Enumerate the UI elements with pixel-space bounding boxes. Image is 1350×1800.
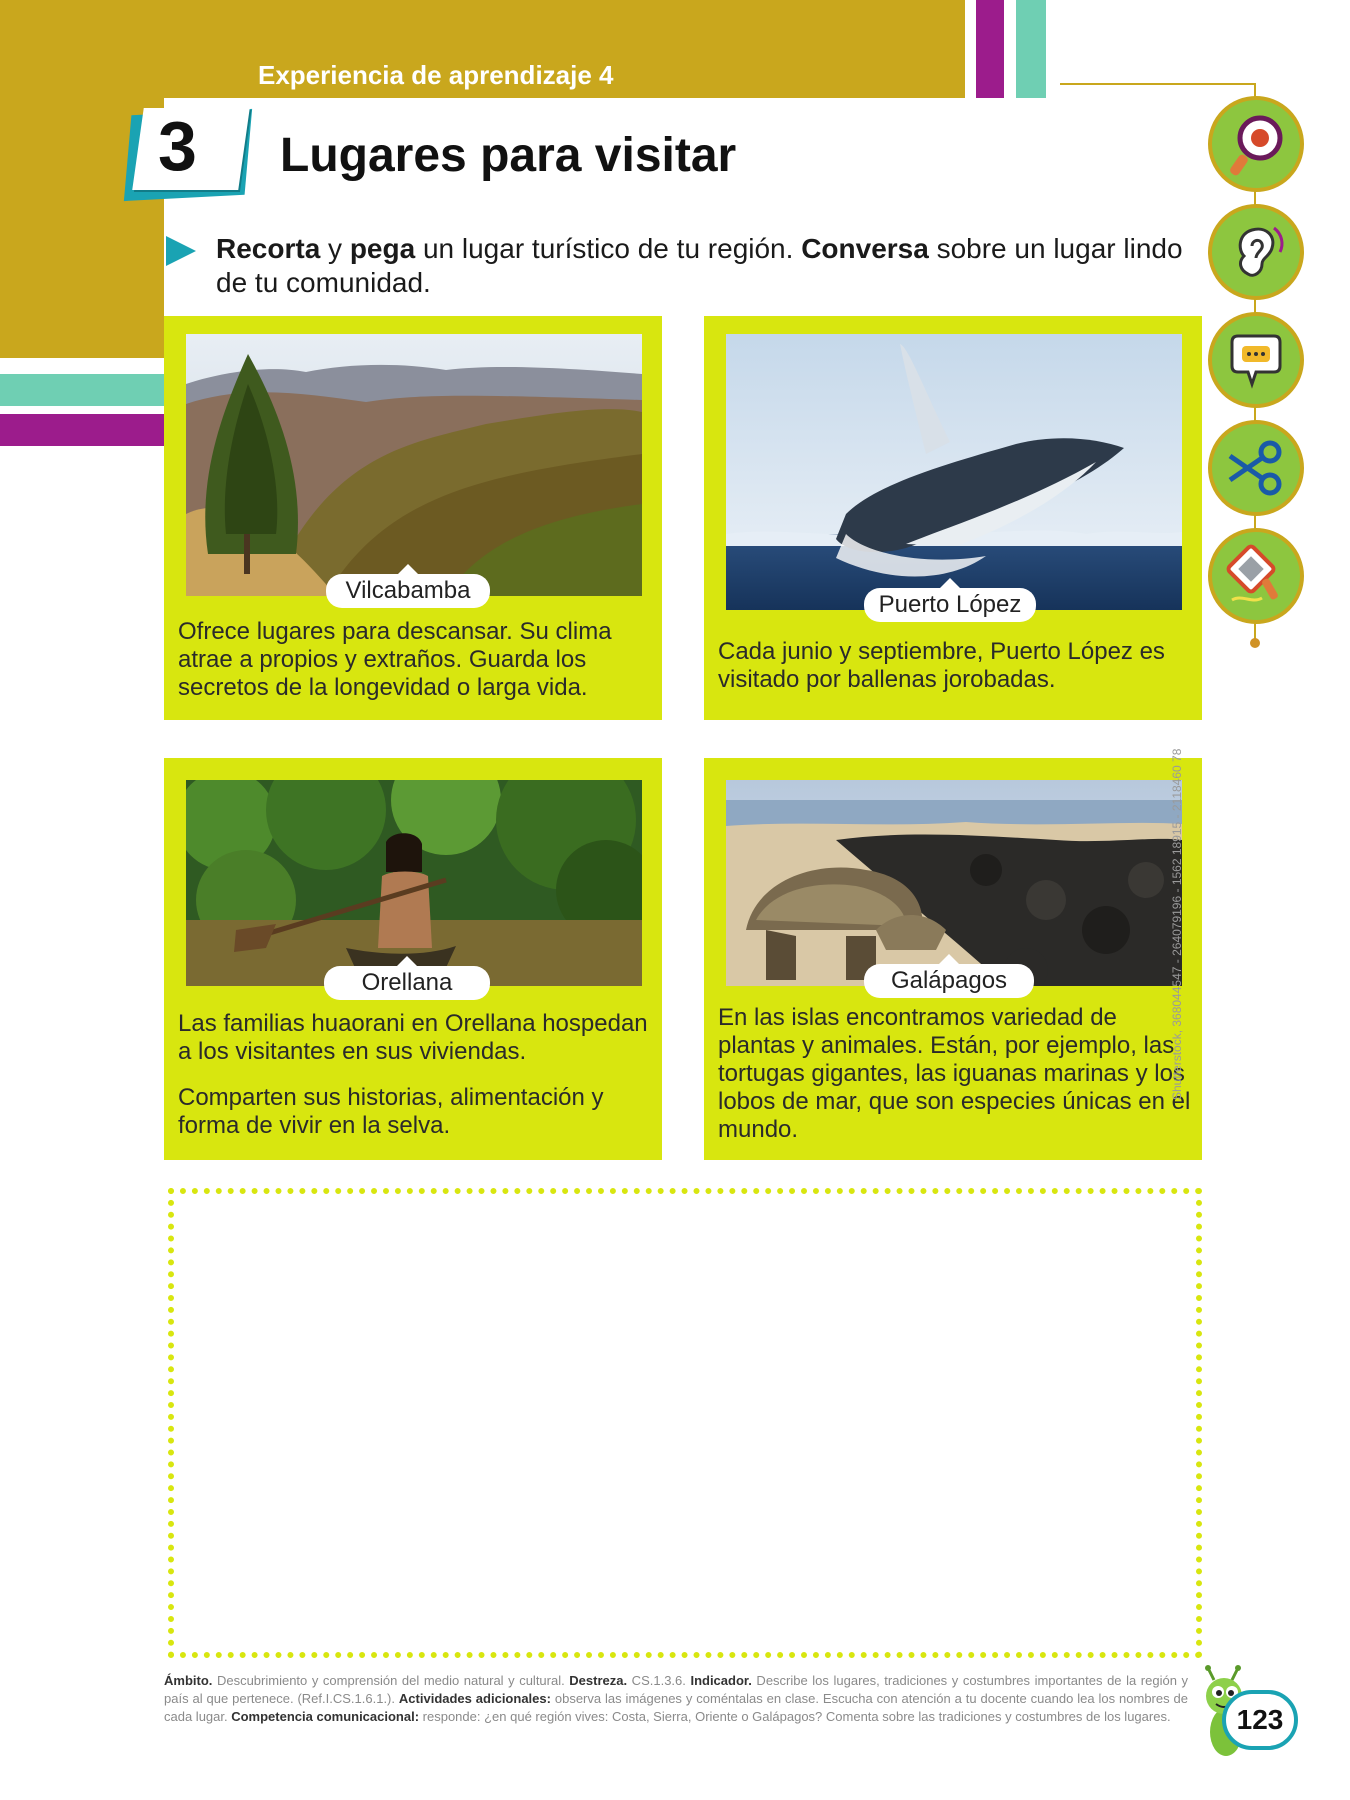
photo-credit: Shutterstock, 368044547 - 264079196 - 1562 18915 - 2118460 78 <box>1170 748 1184 1100</box>
vilcabamba-label: Vilcabamba <box>326 574 490 608</box>
card-vilcabamba <box>164 316 662 720</box>
orellana-description-2: Comparten sus historias, alimentación y forma de vivir en la selva. <box>178 1084 604 1139</box>
speech-bubble-icon <box>1208 312 1304 408</box>
vilcabamba-photo <box>186 334 642 596</box>
puerto-lopez-label: Puerto López <box>864 588 1036 622</box>
teacher-notes: Ámbito. Descubrimiento y comprensión del medio natural y cultural. Destreza. CS.1.3.6. Indicador. Describe los lugares, tradiciones y costumbres importantes de la región y país al que pertenece. (Ref.I.CS.1.6.1.). Actividades adicionales: observa las imágenes y coméntalas en clase. Escucha con atención a tu docente cuando lea los nombres de cada lugar. Competencia comunicacional: responde: ¿en qué región vives: Costa, Sierra, Oriente o Galápagos? Comenta sobre las tradiciones y costumbres de los lugares. <box>164 1673 1188 1724</box>
card-galapagos <box>704 758 1202 1160</box>
galapagos-label: Galápagos <box>864 964 1034 998</box>
experience-label: Experiencia de aprendizaje 4 <box>258 60 614 90</box>
ear-icon <box>1208 204 1304 300</box>
galapagos-description: En las islas encontramos variedad de plantas y animales. Están, por ejemplo, las tortugas gigantes, las iguanas marinas y los lobos de mar, que son especies únicas en el mundo. <box>718 1004 1191 1143</box>
card-puerto-lopez <box>704 316 1202 720</box>
section-number: 3 <box>158 107 197 185</box>
vilcabamba-description: Ofrece lugares para descansar. Su clima atrae a propios y extraños. Guarda los secretos de la longevidad o larga vida. <box>178 618 612 701</box>
orellana-label: Orellana <box>324 966 490 1000</box>
top-stripe-purple <box>976 0 1004 98</box>
magnifier-icon <box>1208 96 1304 192</box>
puerto-lopez-photo <box>726 334 1182 610</box>
side-stripe-purple <box>0 414 164 446</box>
paste-area <box>168 1188 1202 1658</box>
side-stripe-teal <box>0 374 164 406</box>
puerto-lopez-description: Cada junio y septiembre, Puerto López es visitado por ballenas jorobadas. <box>718 638 1165 693</box>
decor-line <box>1060 83 1256 85</box>
card-orellana <box>164 758 662 1160</box>
page-number: 123 <box>1222 1690 1298 1750</box>
orellana-description: Las familias huaorani en Orellana hospedan a los visitantes en sus viviendas. <box>178 1010 648 1065</box>
top-stripe-teal <box>1016 0 1046 98</box>
scissors-icon <box>1208 420 1304 516</box>
instruction-text: Recorta y pega un lugar turístico de tu región. Conversa sobre un lugar lindo de tu comunidad. <box>216 233 1183 298</box>
decor-dot <box>1250 638 1260 648</box>
glue-icon <box>1208 528 1304 624</box>
instruction-arrow-icon <box>166 236 196 266</box>
page-title: Lugares para visitar <box>280 129 737 182</box>
section-number-badge <box>124 106 256 196</box>
